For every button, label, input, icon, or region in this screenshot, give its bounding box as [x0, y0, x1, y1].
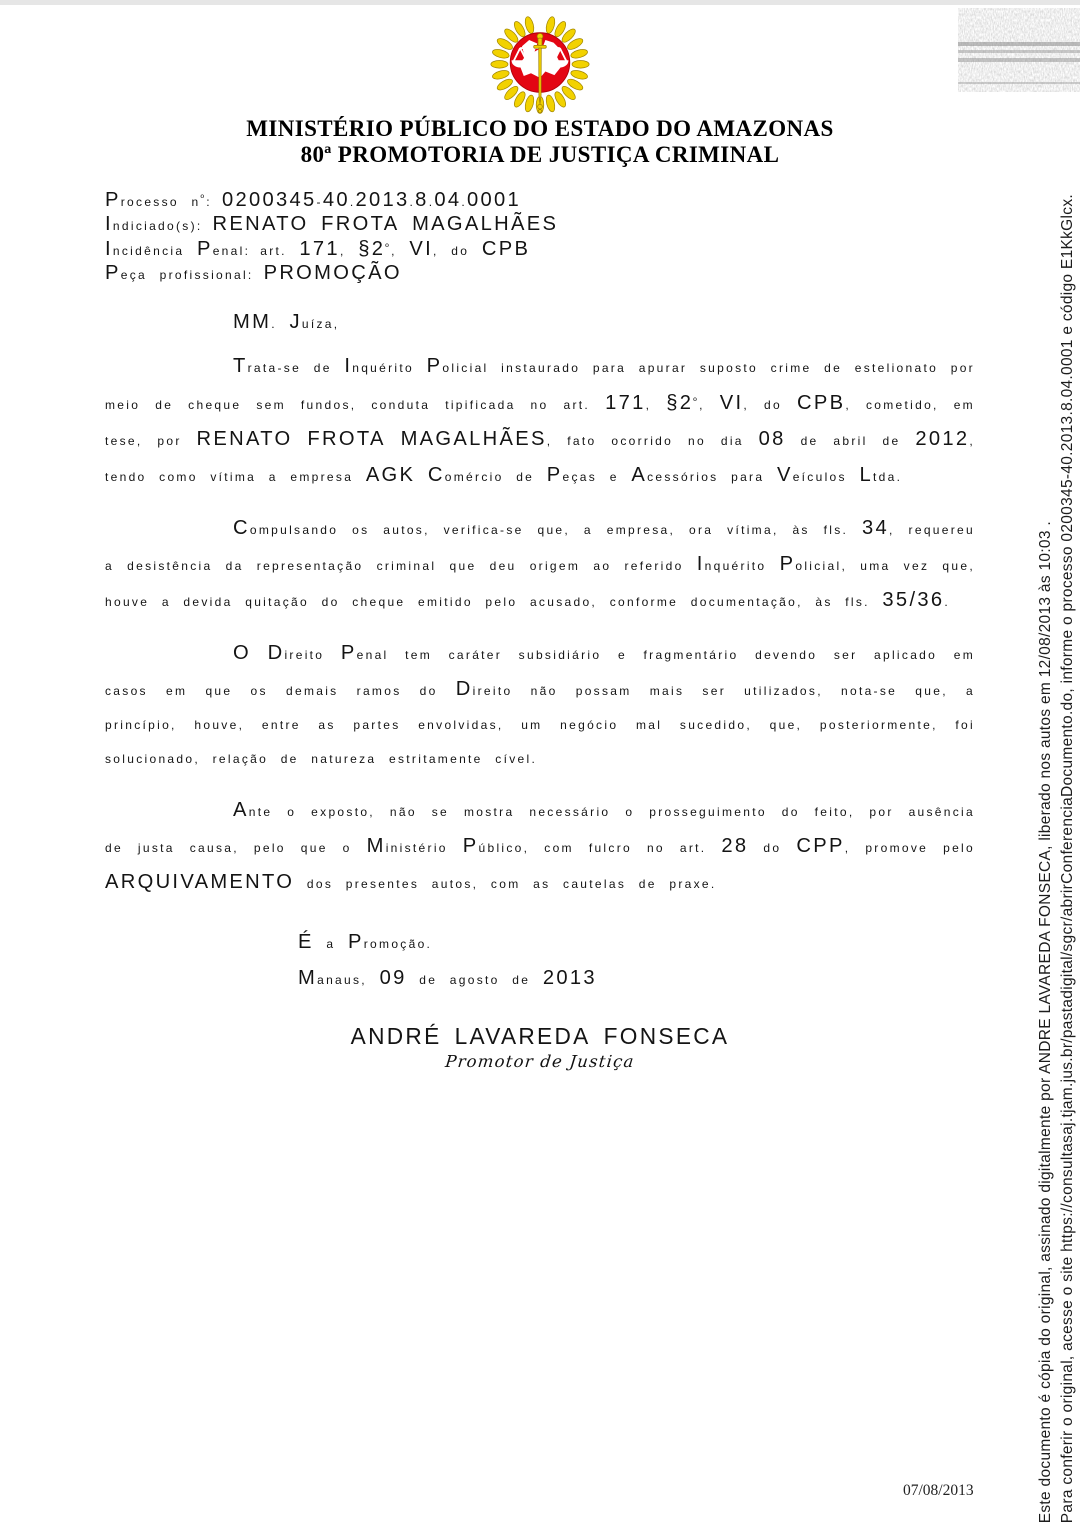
field-value: 0200345-40.2013.8.04.0001 — [221, 189, 522, 211]
org-title: MINISTÉRIO PÚBLICO DO ESTADO DO AMAZONAS — [246, 116, 834, 141]
print-date: 07/08/2013 — [903, 1482, 974, 1499]
letterhead — [0, 116, 1080, 168]
field-label: Indiciado(s): — [105, 213, 203, 235]
case-info-row-incidencia — [105, 237, 805, 262]
scan-top-edge — [0, 0, 1080, 5]
scales-of-justice-emblem — [483, 12, 597, 122]
field-label: Processo $n^º$: — [105, 189, 212, 211]
verification-url-note: Para conferir o original, acesse o site https://consultasaj.tjam.jus.br/pastadigital/sgcr/abrirConferenciaDocumento.do, informe o processo 0200345-40.2013.8.04.0001 e código E1KkGlcx. — [1059, 193, 1076, 1523]
mp-am-coat-of-arms — [483, 12, 597, 122]
org-subtitle: 80ª PROMOTORIA DE JUSTIÇA CRIMINAL — [300, 142, 780, 167]
place-date-line: Manaus, 09 de agosto de 2013 — [298, 967, 597, 989]
field-label: Peça profissional: — [105, 262, 254, 284]
body-paragraph: O Direito Penal tem caráter subsidiário e fragmentário devendo ser aplicado em casos em que os demais ramos do Direito não possam mais ser utilizados, nota-se que, a princípio, houve, entre as partes envolvidas, um negócio mal sucedido, que, posteriormente, foi solucionado, relação de natureza estritamente cível. — [105, 642, 975, 766]
scanned-stamp-noise — [958, 8, 1080, 92]
case-info-row-indiciado — [105, 213, 805, 237]
noise-block — [958, 8, 1080, 92]
field-label: Incidência Penal: — [105, 238, 251, 260]
case-info-block — [105, 188, 805, 286]
field-value: art. 171, $\S 2^º$, VI, do CPB — [260, 238, 531, 260]
signer-role: Promotor de Justiça — [444, 1052, 636, 1071]
body-paragraph: Ante o exposto, não se mostra necessário o prosseguimento do feito, por ausência de justa causa, pelo que o Ministério Público, com fulcro no art. 28 do CPP, promove pelo ARQUIVAMENTO dos presentes autos, com as cautelas de praxe. — [105, 799, 975, 893]
case-info-row-peca — [105, 262, 805, 286]
document-body — [105, 305, 975, 1071]
body-paragraph: Compulsando os autos, verifica-se que, a empresa, ora vítima, às fls. 34, requereu a desistência da representação criminal que deu origem ao referido Inquérito Policial, uma vez que, houve a devida quitação do cheque emitido pelo acusado, conforme documentação, às fls. 35/36. — [105, 517, 975, 611]
signer-name: ANDRÉ LAVAREDA FONSECA — [350, 1023, 730, 1049]
digital-signature-note: Este documento é cópia do original, assinado digitalmente por ANDRE LAVAREDA FONSECA, liberado nos autos em 12/08/2013 às 10:03 . — [1037, 520, 1054, 1523]
field-value: RENATO FROTA MAGALHÃES — [212, 213, 559, 235]
body-paragraph: Trata-se de Inquérito Policial instaurado para apurar suposto crime de estelionato por meio de cheque sem fundos, conduta tipificada no art. 171, $\S 2^º$, VI, do CPB, cometido, em tese, por RENATO FROTA MAGALHÃES, fato ocorrido no dia 08 de abril de 2012, tendo como vítima a empresa AGK Comércio de Peças e Acessórios para Veículos Ltda. — [105, 355, 976, 486]
case-info-row-processo — [105, 188, 805, 213]
closing-line: É a Promoção. — [298, 931, 433, 953]
field-value: PROMOÇÃO — [263, 262, 402, 284]
salutation: MM. Juíza, — [233, 311, 340, 333]
